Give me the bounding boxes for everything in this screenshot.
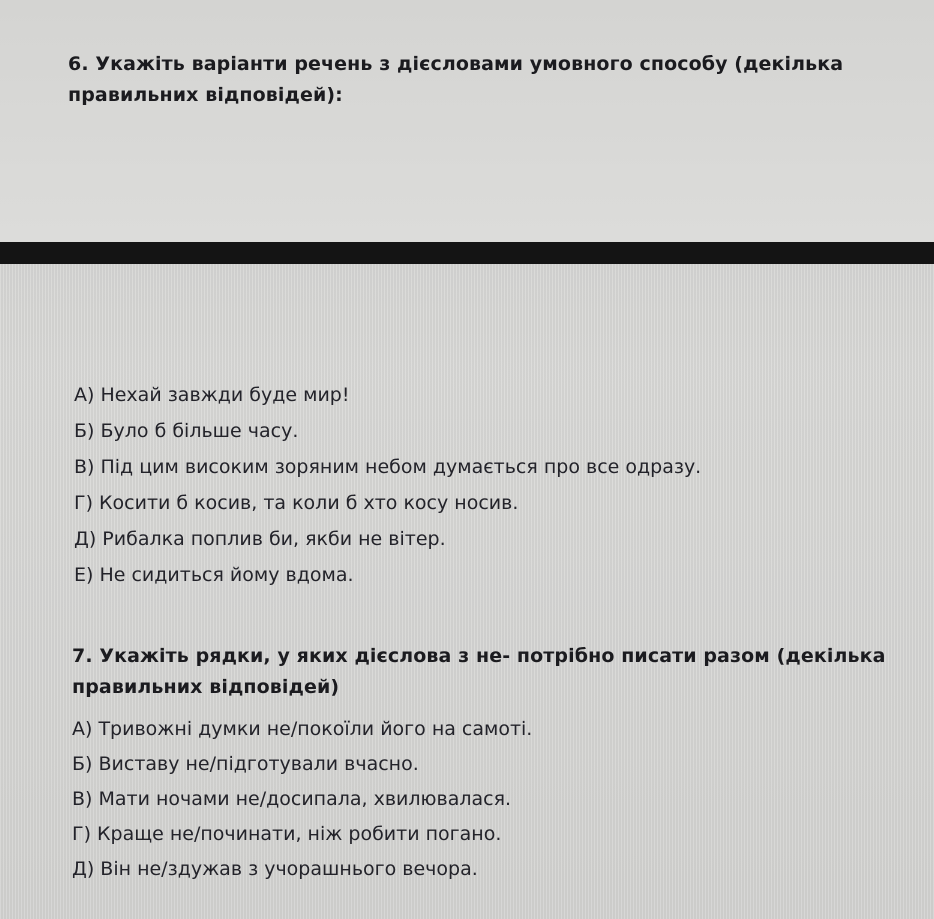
question-6-card bbox=[0, 0, 934, 242]
question-6-option-d: Д) Рибалка поплив би, якби не вітер. bbox=[74, 528, 446, 550]
question-7-options bbox=[72, 712, 532, 887]
divider-bar bbox=[0, 242, 934, 264]
question-7-option-d: Д) Він не/здужав з учорашнього вечора. bbox=[72, 858, 478, 880]
question-6-options bbox=[74, 377, 701, 593]
question-7-option-a: А) Тривожні думки не/покоїли його на самоті. bbox=[72, 718, 533, 740]
question-6-option-a: А) Нехай завжди буде мир! bbox=[74, 384, 350, 406]
question-7-title: 7. Укажіть рядки, у яких дієслова з не- потрібно писати разом (декілька правильних відповідей) bbox=[72, 645, 886, 698]
question-7-option-g: Г) Краще не/починати, ніж робити погано. bbox=[72, 823, 502, 845]
question-7-option-v: В) Мати ночами не/досипала, хвилювалася. bbox=[72, 788, 512, 810]
question-6-option-b: Б) Було б більше часу. bbox=[74, 420, 299, 442]
question-6-option-g: Г) Косити б косив, та коли б хто косу носив. bbox=[74, 492, 519, 514]
question-6-option-v: В) Під цим високим зоряним небом думається про все одразу. bbox=[74, 456, 702, 478]
question-6-option-e: Е) Не сидиться йому вдома. bbox=[74, 564, 354, 586]
question-7-option-b: Б) Виставу не/підготували вчасно. bbox=[72, 753, 419, 775]
question-6-title: 6. Укажіть варіанти речень з дієсловами умовного способу (декілька правильних відповідей): bbox=[68, 53, 844, 106]
